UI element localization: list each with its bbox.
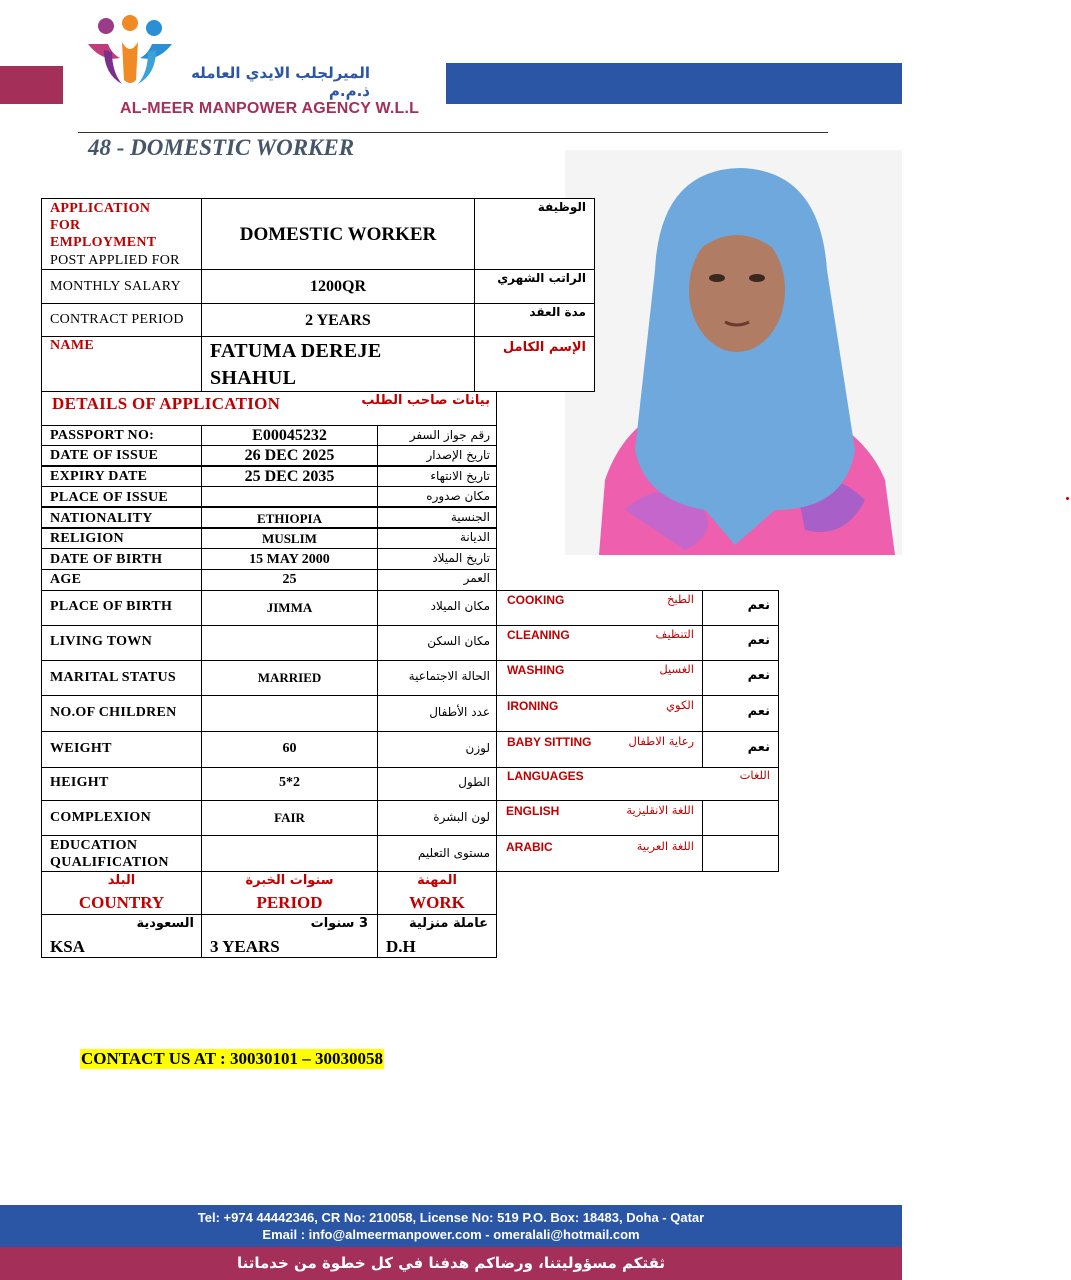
name-label: NAME xyxy=(50,338,94,353)
applicant-photo xyxy=(565,150,902,555)
post-value: DOMESTIC WORKER xyxy=(239,224,437,245)
complexion-ar: لون البشرة xyxy=(433,810,490,824)
lang-arabic-ar: اللغة العربية xyxy=(636,839,694,853)
company-name-english: AL-MEER MANPOWER AGENCY W.L.L xyxy=(120,100,420,117)
footer-slogan-bar xyxy=(0,1247,902,1280)
name-line1: FATUMA DEREJE xyxy=(210,340,382,362)
footer-contact-bar xyxy=(0,1205,902,1247)
education-label: EDUCATION QUALIFICATION xyxy=(50,838,169,870)
education-ar: مستوى التعليم xyxy=(417,846,490,860)
weight-ar: لوزن xyxy=(465,741,490,755)
religion-value: MUSLIM xyxy=(262,531,317,546)
details-row-value-cell xyxy=(201,695,378,732)
age-ar: العمر xyxy=(463,571,490,585)
skill-washing-answer: نعم xyxy=(747,668,770,683)
salary-value: 1200QR xyxy=(310,278,366,295)
details-title: DETAILS OF APPLICATION xyxy=(52,394,281,413)
post-ar: الوظيفة xyxy=(537,200,586,214)
passport-ar: رقم جواز السفر xyxy=(409,428,490,442)
footer-tel-line: Tel: +974 44442346, CR No: 210058, License No: 519 P.O. Box: 18483, Doha - Qatar xyxy=(197,1210,705,1225)
weight-label: WEIGHT xyxy=(50,741,112,756)
religion-label: RELIGION xyxy=(50,531,124,546)
exp-country-header: COUNTRY xyxy=(78,893,165,912)
exp-work-ar: المهنة xyxy=(417,873,457,888)
lang-english: ENGLISH xyxy=(506,804,560,818)
post-label-sub: POST APPLIED FOR xyxy=(50,253,180,268)
place-of-birth-value: JIMMA xyxy=(266,600,313,615)
marital-status-ar: الحالة الاجتماعية xyxy=(408,669,490,683)
document-title: 48 - DOMESTIC WORKER xyxy=(88,135,355,160)
children-label: NO.OF CHILDREN xyxy=(50,705,177,720)
skill-cleaning: CLEANING xyxy=(507,628,570,642)
place-of-issue-label: PLACE OF ISSUE xyxy=(50,490,169,505)
lang-answer-cell xyxy=(702,800,779,836)
issue-date-label: DATE OF ISSUE xyxy=(50,448,159,463)
exp-work-value: D.H xyxy=(386,937,416,956)
expiry-date-label: EXPIRY DATE xyxy=(50,469,148,484)
skill-cooking: COOKING xyxy=(507,593,565,607)
marital-status-label: MARITAL STATUS xyxy=(50,670,176,685)
expiry-date-ar: تاريخ الانتهاء xyxy=(430,469,490,483)
skill-ironing-answer: نعم xyxy=(747,704,770,719)
exp-period-header: PERIOD xyxy=(256,893,323,912)
skill-cleaning-ar: التنظيف xyxy=(655,627,694,641)
skill-washing: WASHING xyxy=(507,663,565,677)
lang-english-ar: اللغة الانقليزية xyxy=(626,803,694,817)
height-label: HEIGHT xyxy=(50,775,109,790)
post-label-line2: FOR xyxy=(50,218,81,233)
lang-answer-cell xyxy=(702,835,779,872)
name-ar: الإسم الكامل xyxy=(502,340,586,355)
living-town-ar: مكان السكن xyxy=(427,634,490,648)
children-ar: عدد الأطفال xyxy=(429,705,490,719)
marital-status-value: MARRIED xyxy=(257,670,322,685)
nationality-value: ETHIOPIA xyxy=(256,511,322,526)
age-value: 25 xyxy=(282,572,297,587)
footer-slogan: ثقتكم مسؤوليتنا، ورضاكم هدفنا في كل خطوة من خدماتنا xyxy=(237,1254,665,1272)
exp-period-ar: سنوات الخبرة xyxy=(245,873,334,888)
details-title-ar: بيانات صاحب الطلب xyxy=(361,393,490,408)
details-row-value-cell xyxy=(201,486,378,507)
exp-country-value: KSA xyxy=(50,937,85,956)
details-row-value-cell xyxy=(201,835,378,872)
passport-label: PASSPORT NO: xyxy=(50,428,155,443)
stray-dot xyxy=(1066,497,1069,500)
skill-cooking-answer: نعم xyxy=(747,598,770,613)
skill-baby-sitting-ar: رعاية الاطفال xyxy=(628,734,694,748)
skill-cooking-ar: الطبخ xyxy=(666,592,694,606)
salary-ar: الراتب الشهري xyxy=(497,271,586,285)
lang-arabic: ARABIC xyxy=(506,840,553,854)
languages-header: LANGUAGES xyxy=(507,769,584,783)
height-value: 5*2 xyxy=(279,775,300,790)
exp-work-header: WORK xyxy=(409,893,465,912)
dob-ar: تاريخ الميلاد xyxy=(432,551,490,565)
age-label: AGE xyxy=(50,572,82,587)
post-label-line1: APPLICATION xyxy=(50,201,151,216)
weight-value: 60 xyxy=(282,741,297,756)
place-of-birth-label: PLACE OF BIRTH xyxy=(50,599,173,614)
contract-label: CONTRACT PERIOD xyxy=(50,312,184,327)
dob-label: DATE OF BIRTH xyxy=(50,552,163,567)
religion-ar: الديانة xyxy=(459,530,490,544)
header-bar-left xyxy=(0,66,63,104)
footer-email-line: Email : info@almeermanpower.com - omeralali@hotmail.com xyxy=(262,1227,640,1242)
skill-ironing: IRONING xyxy=(507,699,559,713)
issue-date-value: 26 DEC 2025 xyxy=(244,447,335,464)
dob-value: 15 MAY 2000 xyxy=(249,552,330,567)
post-label-line3: EMPLOYMENT xyxy=(50,235,157,250)
contract-ar: مدة العقد xyxy=(529,305,586,319)
nationality-ar: الجنسية xyxy=(450,510,490,524)
exp-period-value: 3 YEARS xyxy=(210,937,280,956)
details-row-value-cell xyxy=(201,625,378,661)
skill-baby-sitting: BABY SITTING xyxy=(507,735,592,749)
skill-cleaning-answer: نعم xyxy=(747,633,770,648)
place-of-birth-ar: مكان الميلاد xyxy=(430,599,490,613)
contact-line: CONTACT US AT : 30030101 – 30030058 xyxy=(81,1049,383,1068)
nationality-label: NATIONALITY xyxy=(50,511,153,526)
place-of-issue-ar: مكان صدوره xyxy=(426,489,490,503)
contract-value: 2 YEARS xyxy=(305,312,371,329)
complexion-value: FAIR xyxy=(274,810,305,825)
exp-country-ar: البلد xyxy=(107,873,136,888)
exp-work-value-ar: عاملة منزلية xyxy=(408,916,488,931)
exp-period-value-ar: 3 سنوات xyxy=(310,916,368,931)
living-town-label: LIVING TOWN xyxy=(50,634,152,649)
skill-washing-ar: الغسيل xyxy=(659,662,694,676)
salary-label: MONTHLY SALARY xyxy=(50,279,182,294)
header-bar-right xyxy=(446,63,902,104)
name-line2: SHAHUL xyxy=(210,367,297,389)
expiry-date-value: 25 DEC 2035 xyxy=(244,468,335,485)
exp-country-value-ar: السعودية xyxy=(136,916,194,931)
height-ar: الطول xyxy=(458,775,490,789)
languages-header-ar: اللغات xyxy=(739,768,770,782)
complexion-label: COMPLEXION xyxy=(50,810,151,825)
skill-baby-sitting-answer: نعم xyxy=(747,740,770,755)
company-name-arabic: الميرلجلب الايدي العامله ذ.م.م xyxy=(191,64,370,100)
skill-ironing-ar: الكوي xyxy=(666,698,694,712)
header-divider xyxy=(78,132,828,133)
passport-value: E00045232 xyxy=(252,427,327,444)
issue-date-ar: تاريخ الإصدار xyxy=(426,448,490,462)
